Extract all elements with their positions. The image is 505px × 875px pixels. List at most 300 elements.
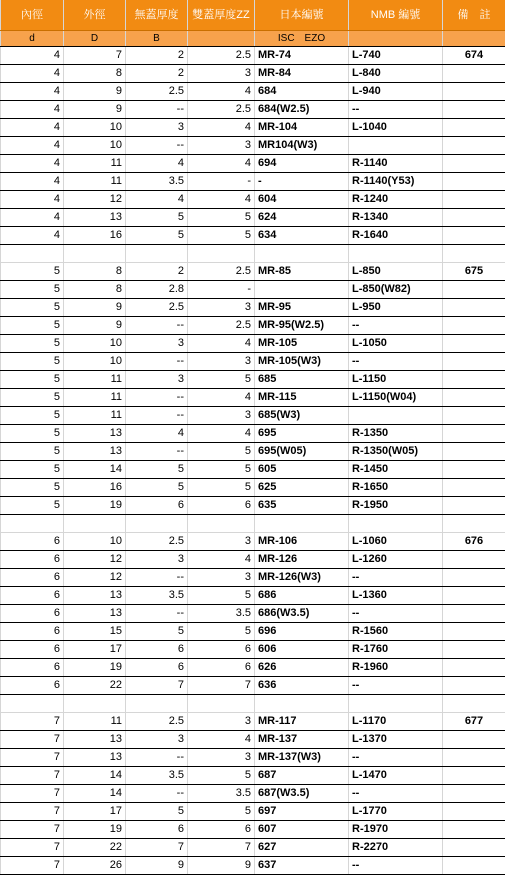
- nmb-code-cell: --: [349, 677, 443, 695]
- inner-diameter-cell: 4: [1, 65, 64, 83]
- remarks-cell: [443, 281, 505, 299]
- open-width-cell: 4: [126, 155, 188, 173]
- nmb-code-cell: R-1350: [349, 425, 443, 443]
- open-width-cell: 2: [126, 263, 188, 281]
- open-width-cell: 6: [126, 497, 188, 515]
- remarks-cell: [443, 605, 505, 623]
- inner-diameter-cell: 7: [1, 749, 64, 767]
- remarks-cell: [443, 659, 505, 677]
- nmb-code-cell: --: [349, 785, 443, 803]
- zz-width-cell: 5: [188, 371, 255, 389]
- zz-width-cell: -: [188, 173, 255, 191]
- japan-code-cell: MR-74: [255, 47, 349, 65]
- japan-code-cell: 695: [255, 425, 349, 443]
- japan-code-cell: MR-126: [255, 551, 349, 569]
- inner-diameter-cell: 4: [1, 155, 64, 173]
- japan-code-cell: 684: [255, 83, 349, 101]
- japan-code-cell: 604: [255, 191, 349, 209]
- table-row: [1, 317, 505, 335]
- nmb-code-cell: --: [349, 857, 443, 875]
- remarks-cell: [443, 407, 505, 425]
- nmb-code-cell: L-850(W82): [349, 281, 443, 299]
- inner-diameter-cell: 7: [1, 857, 64, 875]
- open-width-cell: 6: [126, 821, 188, 839]
- open-width-cell: 2.5: [126, 299, 188, 317]
- remarks-cell: [443, 497, 505, 515]
- japan-code-cell: 695(W05): [255, 443, 349, 461]
- outer-diameter-cell: 8: [64, 65, 126, 83]
- nmb-code-cell: L-1370: [349, 731, 443, 749]
- zz-width-cell: 4: [188, 155, 255, 173]
- outer-diameter-cell: 13: [64, 209, 126, 227]
- remarks-cell: [443, 425, 505, 443]
- remarks-cell: [443, 839, 505, 857]
- inner-diameter-cell: 6: [1, 641, 64, 659]
- outer-diameter-cell: 9: [64, 83, 126, 101]
- outer-diameter-cell: 13: [64, 425, 126, 443]
- outer-diameter-cell: 11: [64, 407, 126, 425]
- inner-diameter-cell: 6: [1, 587, 64, 605]
- subheader-cell: [443, 31, 505, 47]
- outer-diameter-cell: 11: [64, 155, 126, 173]
- zz-width-cell: 5: [188, 479, 255, 497]
- subheader-cell: [349, 31, 443, 47]
- zz-width-cell: 2.5: [188, 47, 255, 65]
- open-width-cell: 3: [126, 335, 188, 353]
- nmb-code-cell: L-1050: [349, 335, 443, 353]
- japan-code-cell: MR-115: [255, 389, 349, 407]
- zz-width-cell: 5: [188, 767, 255, 785]
- inner-diameter-cell: 5: [1, 353, 64, 371]
- outer-diameter-cell: 10: [64, 353, 126, 371]
- open-width-cell: 3: [126, 119, 188, 137]
- nmb-code-cell: L-850: [349, 263, 443, 281]
- zz-width-cell: 5: [188, 227, 255, 245]
- nmb-code-cell: R-1340: [349, 209, 443, 227]
- open-width-cell: 5: [126, 479, 188, 497]
- open-width-cell: --: [126, 101, 188, 119]
- table-body: [1, 47, 505, 875]
- zz-width-cell: 3: [188, 299, 255, 317]
- japan-code-cell: MR-117: [255, 713, 349, 731]
- inner-diameter-cell: 5: [1, 425, 64, 443]
- japan-code-cell: MR-84: [255, 65, 349, 83]
- remarks-cell: 674: [443, 47, 505, 65]
- japan-code-cell: MR-95: [255, 299, 349, 317]
- empty-cell: [255, 245, 349, 263]
- table-row: [1, 839, 505, 857]
- table-row: [1, 479, 505, 497]
- col-header-nmb-code: NMB 編號: [349, 0, 443, 31]
- outer-diameter-cell: 15: [64, 623, 126, 641]
- inner-diameter-cell: 7: [1, 731, 64, 749]
- zz-width-cell: 9: [188, 857, 255, 875]
- outer-diameter-cell: 12: [64, 551, 126, 569]
- open-width-cell: 5: [126, 623, 188, 641]
- table-row: [1, 821, 505, 839]
- inner-diameter-cell: 4: [1, 47, 64, 65]
- table-row: [1, 47, 505, 65]
- outer-diameter-cell: 10: [64, 533, 126, 551]
- inner-diameter-cell: 5: [1, 407, 64, 425]
- table-row: [1, 659, 505, 677]
- outer-diameter-cell: 16: [64, 479, 126, 497]
- table-row: [1, 65, 505, 83]
- inner-diameter-cell: 6: [1, 677, 64, 695]
- outer-diameter-cell: 11: [64, 389, 126, 407]
- japan-code-cell: 684(W2.5): [255, 101, 349, 119]
- open-width-cell: --: [126, 353, 188, 371]
- remarks-cell: [443, 857, 505, 875]
- zz-width-cell: 5: [188, 443, 255, 461]
- nmb-code-cell: L-950: [349, 299, 443, 317]
- table-row: [1, 767, 505, 785]
- nmb-code-cell: L-1170: [349, 713, 443, 731]
- zz-width-cell: 5: [188, 623, 255, 641]
- remarks-cell: [443, 83, 505, 101]
- open-width-cell: 3.5: [126, 587, 188, 605]
- japan-code-cell: 694: [255, 155, 349, 173]
- open-width-cell: 3.5: [126, 173, 188, 191]
- remarks-cell: [443, 227, 505, 245]
- outer-diameter-cell: 11: [64, 173, 126, 191]
- zz-width-cell: 3: [188, 713, 255, 731]
- empty-cell: [349, 515, 443, 533]
- remarks-cell: [443, 443, 505, 461]
- japan-code-cell: 697: [255, 803, 349, 821]
- table-row: [1, 227, 505, 245]
- outer-diameter-cell: 19: [64, 821, 126, 839]
- nmb-code-cell: L-740: [349, 47, 443, 65]
- inner-diameter-cell: 7: [1, 785, 64, 803]
- open-width-cell: 3: [126, 731, 188, 749]
- japan-code-cell: 685(W3): [255, 407, 349, 425]
- japan-code-cell: MR-137: [255, 731, 349, 749]
- nmb-code-cell: --: [349, 353, 443, 371]
- remarks-cell: [443, 623, 505, 641]
- japan-code-cell: MR-106: [255, 533, 349, 551]
- subheader-cell: ISC EZO: [255, 31, 349, 47]
- inner-diameter-cell: 7: [1, 839, 64, 857]
- table-row: [1, 83, 505, 101]
- open-width-cell: 2: [126, 47, 188, 65]
- empty-cell: [188, 245, 255, 263]
- subheader-row: [1, 31, 505, 47]
- table-row: [1, 623, 505, 641]
- table-row: [1, 731, 505, 749]
- outer-diameter-cell: 8: [64, 281, 126, 299]
- japan-code-cell: 686(W3.5): [255, 605, 349, 623]
- inner-diameter-cell: 4: [1, 101, 64, 119]
- empty-cell: [126, 515, 188, 533]
- remarks-cell: [443, 299, 505, 317]
- remarks-cell: [443, 335, 505, 353]
- zz-width-cell: 3: [188, 353, 255, 371]
- table-row: [1, 353, 505, 371]
- outer-diameter-cell: 9: [64, 317, 126, 335]
- japan-code-cell: 607: [255, 821, 349, 839]
- open-width-cell: 5: [126, 803, 188, 821]
- zz-width-cell: 3.5: [188, 605, 255, 623]
- zz-width-cell: 4: [188, 191, 255, 209]
- empty-cell: [349, 695, 443, 713]
- open-width-cell: 2: [126, 65, 188, 83]
- remarks-cell: [443, 641, 505, 659]
- japan-code-cell: 605: [255, 461, 349, 479]
- inner-diameter-cell: 5: [1, 335, 64, 353]
- empty-cell: [64, 515, 126, 533]
- inner-diameter-cell: 7: [1, 767, 64, 785]
- japan-code-cell: 637: [255, 857, 349, 875]
- outer-diameter-cell: 9: [64, 101, 126, 119]
- outer-diameter-cell: 11: [64, 713, 126, 731]
- nmb-code-cell: --: [349, 749, 443, 767]
- open-width-cell: 2.5: [126, 533, 188, 551]
- subheader-cell: B: [126, 31, 188, 47]
- inner-diameter-cell: 4: [1, 209, 64, 227]
- nmb-code-cell: --: [349, 605, 443, 623]
- table-row: [1, 677, 505, 695]
- table-row: [1, 335, 505, 353]
- nmb-code-cell: R-1960: [349, 659, 443, 677]
- inner-diameter-cell: 6: [1, 623, 64, 641]
- outer-diameter-cell: 13: [64, 587, 126, 605]
- zz-width-cell: 6: [188, 821, 255, 839]
- outer-diameter-cell: 13: [64, 443, 126, 461]
- zz-width-cell: 7: [188, 677, 255, 695]
- outer-diameter-cell: 14: [64, 767, 126, 785]
- zz-width-cell: 4: [188, 731, 255, 749]
- japan-code-cell: 696: [255, 623, 349, 641]
- japan-code-cell: [255, 281, 349, 299]
- nmb-code-cell: R-1760: [349, 641, 443, 659]
- zz-width-cell: 5: [188, 587, 255, 605]
- open-width-cell: 9: [126, 857, 188, 875]
- col-header-open-width: 無蓋厚度: [126, 0, 188, 31]
- remarks-cell: [443, 479, 505, 497]
- japan-code-cell: MR-85: [255, 263, 349, 281]
- inner-diameter-cell: 5: [1, 479, 64, 497]
- outer-diameter-cell: 19: [64, 497, 126, 515]
- zz-width-cell: 4: [188, 335, 255, 353]
- zz-width-cell: 4: [188, 83, 255, 101]
- nmb-code-cell: L-1040: [349, 119, 443, 137]
- japan-code-cell: MR-95(W2.5): [255, 317, 349, 335]
- empty-cell: [126, 245, 188, 263]
- japan-code-cell: MR-126(W3): [255, 569, 349, 587]
- table-row: [1, 407, 505, 425]
- remarks-cell: [443, 137, 505, 155]
- empty-cell: [188, 695, 255, 713]
- nmb-code-cell: R-1140(Y53): [349, 173, 443, 191]
- empty-cell: [1, 695, 64, 713]
- nmb-code-cell: L-1150: [349, 371, 443, 389]
- japan-code-cell: MR-137(W3): [255, 749, 349, 767]
- zz-width-cell: 2.5: [188, 263, 255, 281]
- zz-width-cell: 3: [188, 407, 255, 425]
- inner-diameter-cell: 7: [1, 713, 64, 731]
- empty-cell: [443, 515, 505, 533]
- remarks-cell: [443, 389, 505, 407]
- table-row: [1, 155, 505, 173]
- japan-code-cell: 627: [255, 839, 349, 857]
- outer-diameter-cell: 7: [64, 47, 126, 65]
- inner-diameter-cell: 5: [1, 371, 64, 389]
- zz-width-cell: 2.5: [188, 317, 255, 335]
- nmb-code-cell: R-1450: [349, 461, 443, 479]
- inner-diameter-cell: 4: [1, 191, 64, 209]
- inner-diameter-cell: 6: [1, 533, 64, 551]
- open-width-cell: --: [126, 785, 188, 803]
- open-width-cell: 6: [126, 641, 188, 659]
- remarks-cell: [443, 353, 505, 371]
- nmb-code-cell: --: [349, 101, 443, 119]
- col-header-remarks: 備 註: [443, 0, 505, 31]
- nmb-code-cell: L-1470: [349, 767, 443, 785]
- zz-width-cell: 5: [188, 209, 255, 227]
- zz-width-cell: 4: [188, 551, 255, 569]
- table-row: [1, 137, 505, 155]
- zz-width-cell: 2.5: [188, 101, 255, 119]
- empty-cell: [64, 245, 126, 263]
- japan-code-cell: 624: [255, 209, 349, 227]
- japan-code-cell: MR104(W3): [255, 137, 349, 155]
- nmb-code-cell: R-1970: [349, 821, 443, 839]
- inner-diameter-cell: 7: [1, 803, 64, 821]
- empty-cell: [1, 515, 64, 533]
- zz-width-cell: 3: [188, 569, 255, 587]
- outer-diameter-cell: 8: [64, 263, 126, 281]
- remarks-cell: [443, 191, 505, 209]
- open-width-cell: 5: [126, 209, 188, 227]
- japan-code-cell: 634: [255, 227, 349, 245]
- outer-diameter-cell: 13: [64, 605, 126, 623]
- nmb-code-cell: R-1560: [349, 623, 443, 641]
- inner-diameter-cell: 7: [1, 821, 64, 839]
- japan-code-cell: -: [255, 173, 349, 191]
- inner-diameter-cell: 6: [1, 605, 64, 623]
- empty-cell: [443, 245, 505, 263]
- table-row: [1, 461, 505, 479]
- inner-diameter-cell: 4: [1, 173, 64, 191]
- empty-cell: [255, 695, 349, 713]
- col-header-zz-width: 雙蓋厚度ZZ: [188, 0, 255, 31]
- nmb-code-cell: --: [349, 569, 443, 587]
- open-width-cell: --: [126, 407, 188, 425]
- empty-cell: [188, 515, 255, 533]
- inner-diameter-cell: 6: [1, 569, 64, 587]
- table-row: [1, 299, 505, 317]
- remarks-cell: [443, 101, 505, 119]
- open-width-cell: 2.8: [126, 281, 188, 299]
- remarks-cell: 677: [443, 713, 505, 731]
- table-row: [1, 425, 505, 443]
- japan-code-cell: 635: [255, 497, 349, 515]
- nmb-code-cell: L-1770: [349, 803, 443, 821]
- nmb-code-cell: R-1650: [349, 479, 443, 497]
- open-width-cell: --: [126, 605, 188, 623]
- remarks-cell: [443, 587, 505, 605]
- nmb-code-cell: L-1150(W04): [349, 389, 443, 407]
- table-row: [1, 569, 505, 587]
- inner-diameter-cell: 5: [1, 299, 64, 317]
- outer-diameter-cell: 16: [64, 227, 126, 245]
- zz-width-cell: 4: [188, 389, 255, 407]
- table-row: [1, 371, 505, 389]
- col-header-outer-diameter: 外徑: [64, 0, 126, 31]
- nmb-code-cell: R-1640: [349, 227, 443, 245]
- remarks-cell: [443, 821, 505, 839]
- japan-code-cell: 606: [255, 641, 349, 659]
- outer-diameter-cell: 12: [64, 569, 126, 587]
- outer-diameter-cell: 14: [64, 461, 126, 479]
- table-row: [1, 641, 505, 659]
- group-separator-row: [1, 695, 505, 713]
- outer-diameter-cell: 13: [64, 731, 126, 749]
- zz-width-cell: -: [188, 281, 255, 299]
- zz-width-cell: 3: [188, 533, 255, 551]
- table-row: [1, 101, 505, 119]
- nmb-code-cell: R-1950: [349, 497, 443, 515]
- remarks-cell: [443, 461, 505, 479]
- table-row: [1, 209, 505, 227]
- inner-diameter-cell: 5: [1, 497, 64, 515]
- empty-cell: [64, 695, 126, 713]
- japan-code-cell: MR-105(W3): [255, 353, 349, 371]
- outer-diameter-cell: 26: [64, 857, 126, 875]
- outer-diameter-cell: 12: [64, 191, 126, 209]
- inner-diameter-cell: 4: [1, 119, 64, 137]
- subheader-cell: D: [64, 31, 126, 47]
- inner-diameter-cell: 4: [1, 227, 64, 245]
- outer-diameter-cell: 22: [64, 839, 126, 857]
- open-width-cell: 4: [126, 425, 188, 443]
- remarks-cell: [443, 371, 505, 389]
- table-row: [1, 587, 505, 605]
- remarks-cell: [443, 803, 505, 821]
- subheader-cell: [188, 31, 255, 47]
- zz-width-cell: 6: [188, 497, 255, 515]
- nmb-code-cell: L-940: [349, 83, 443, 101]
- table-row: [1, 533, 505, 551]
- nmb-code-cell: --: [349, 317, 443, 335]
- nmb-code-cell: R-1350(W05): [349, 443, 443, 461]
- table-row: [1, 389, 505, 407]
- inner-diameter-cell: 4: [1, 137, 64, 155]
- open-width-cell: 6: [126, 659, 188, 677]
- open-width-cell: 3: [126, 371, 188, 389]
- nmb-code-cell: L-840: [349, 65, 443, 83]
- nmb-code-cell: [349, 137, 443, 155]
- remarks-cell: [443, 173, 505, 191]
- empty-cell: [443, 695, 505, 713]
- remarks-cell: [443, 677, 505, 695]
- zz-width-cell: 6: [188, 659, 255, 677]
- nmb-code-cell: L-1060: [349, 533, 443, 551]
- remarks-cell: [443, 65, 505, 83]
- open-width-cell: 3.5: [126, 767, 188, 785]
- table-row: [1, 497, 505, 515]
- table-row: [1, 281, 505, 299]
- remarks-cell: [443, 155, 505, 173]
- inner-diameter-cell: 5: [1, 281, 64, 299]
- japan-code-cell: MR-105: [255, 335, 349, 353]
- col-header-japan-code: 日本編號: [255, 0, 349, 31]
- nmb-code-cell: [349, 407, 443, 425]
- empty-cell: [126, 695, 188, 713]
- zz-width-cell: 6: [188, 641, 255, 659]
- zz-width-cell: 3: [188, 137, 255, 155]
